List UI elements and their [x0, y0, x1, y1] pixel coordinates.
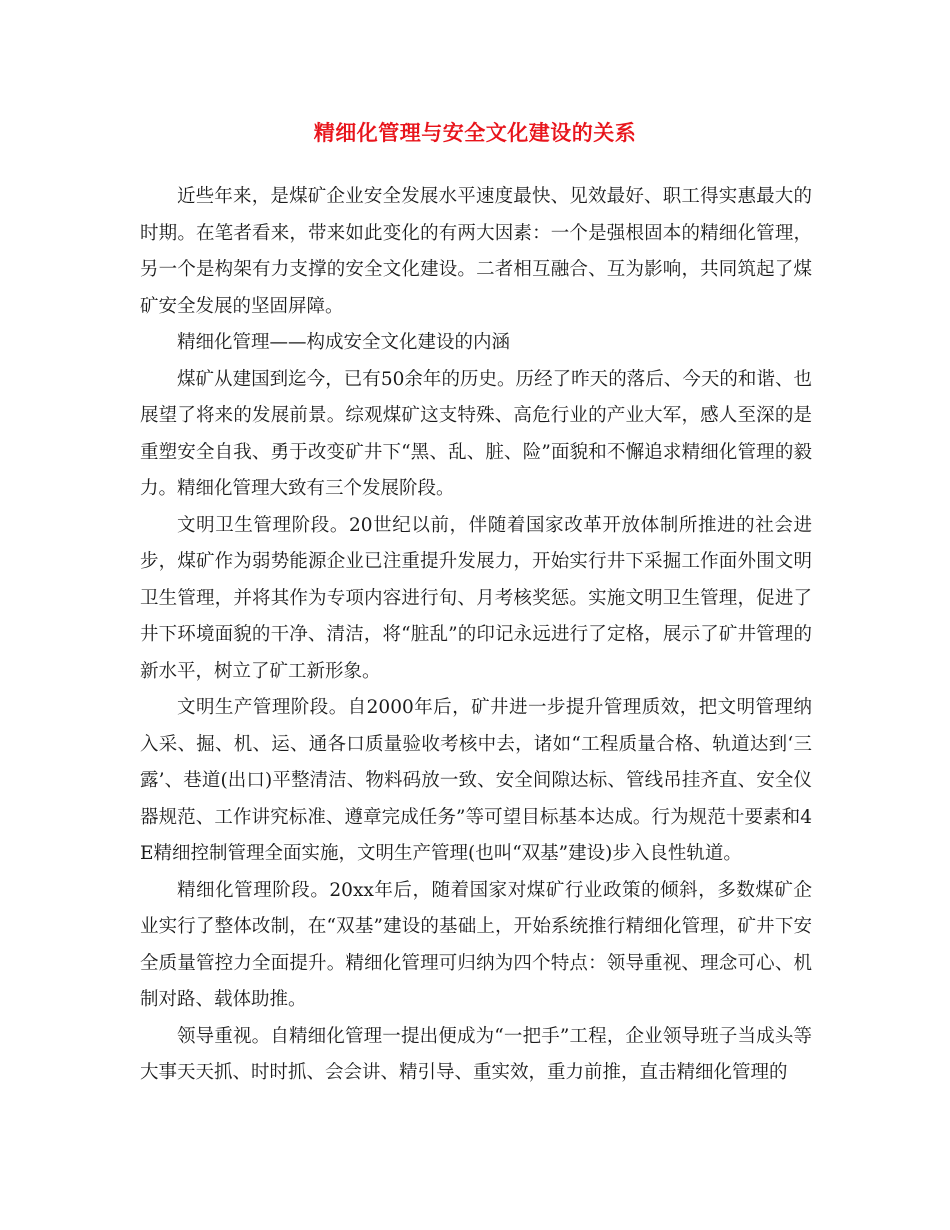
paragraph-stage-hygiene: 文明卫生管理阶段。20世纪以前，伴随着国家改革开放体制所推进的社会进步，煤矿作为弱势能源企业已注重提升发展力，开始实行井下采掘工作面外围文明卫生管理，并将其作为专项内容进行旬、月考核奖惩。实施文明卫生管理，促进了井下环境面貌的干净、清洁，将“脏乱”的印记永远进行了定格，展示了矿井管理的新水平，树立了矿工新形象。 — [140, 514, 812, 682]
paragraph-stage-refined: 精细化管理阶段。20xx年后，随着国家对煤矿行业政策的倾斜，多数煤矿企业实行了整体改制，在“双基”建设的基础上，开始系统推行精细化管理，矿井下安全质量管控力全面提升。精细化管理可归纳为四个特点：领导重视、理念可心、机制对路、载体助推。 — [140, 879, 812, 1010]
paragraph-stage-production: 文明生产管理阶段。自2000年后，矿井进一步提升管理质效，把文明管理纳入采、掘、机、运、通各口质量验收考核中去，诸如“工程质量合格、轨道达到‘三露’、巷道(出口)平整清洁、物料码放一致、安全间隙达标、管线吊挂齐直、安全仪器规范、工作讲究标准、遵章完成任务”等可望目标基本达成。行为规范十要素和4E精细控制管理全面实施，文明生产管理(也叫“双基”建设)步入良性轨道。 — [140, 697, 812, 864]
document-body — [140, 179, 812, 1092]
paragraph-history: 煤矿从建国到迄今，已有50余年的历史。历经了昨天的落后、今天的和谐、也展望了将来的发展前景。综观煤矿这支特殊、高危行业的产业大军，感人至深的是重塑安全自我、勇于改变矿井下“黑、乱、脏、险”面貌和不懈追求精细化管理的毅力。精细化管理大致有三个发展阶段。 — [140, 368, 812, 499]
section-heading: 精细化管理——构成安全文化建设的内涵 — [177, 332, 511, 353]
paragraph-leadership: 领导重视。自精细化管理一提出便成为“一把手”工程，企业领导班子当成头等大事天天抓、时时抓、会会讲、精引导、重实效，重力前推，直击精细化管理的 — [140, 1025, 812, 1083]
document-title: 精细化管理与安全文化建设的关系 — [313, 120, 637, 145]
paragraph-intro: 近些年来，是煤矿企业安全发展水平速度最快、见效最好、职工得实惠最大的时期。在笔者看来，带来如此变化的有两大因素：一个是强根固本的精细化管理，另一个是构架有力支撑的安全文化建设。二者相互融合、互为影响，共同筑起了煤矿安全发展的坚固屏障。 — [140, 186, 812, 317]
